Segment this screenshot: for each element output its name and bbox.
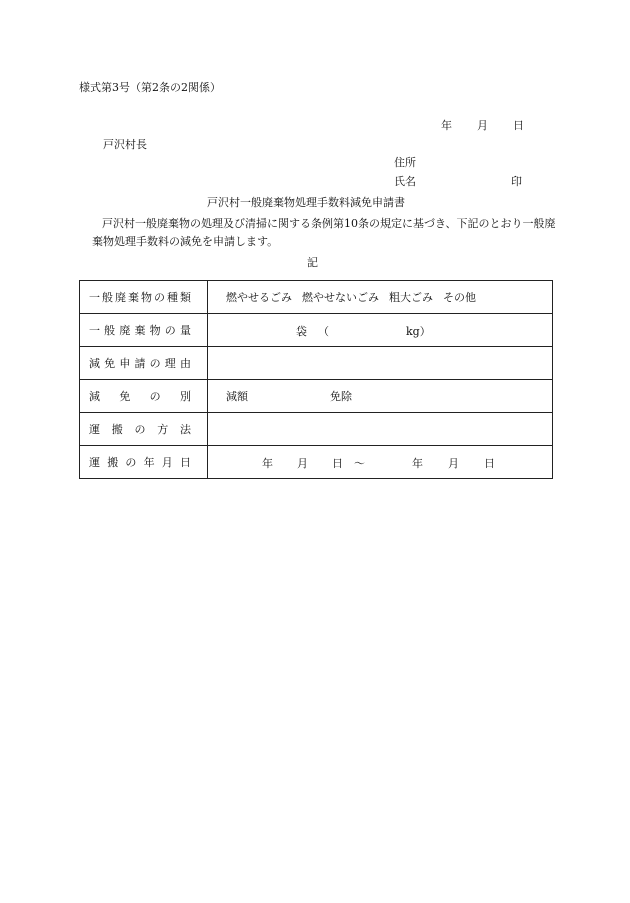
option-oversized[interactable]: 粗大ごみ bbox=[389, 291, 433, 304]
label-kind bbox=[80, 380, 208, 413]
label-char: 類 bbox=[180, 291, 191, 304]
open-paren: （ bbox=[318, 325, 329, 338]
label-reason bbox=[80, 347, 208, 380]
value-transport-date[interactable] bbox=[208, 446, 553, 479]
seal-label: 印 bbox=[511, 175, 522, 188]
row-method bbox=[80, 413, 553, 446]
label-char: 理 bbox=[164, 357, 176, 370]
date-month-label: 月 bbox=[477, 119, 488, 132]
row-reason bbox=[80, 347, 553, 380]
label-char: 法 bbox=[180, 423, 191, 436]
row-kind bbox=[80, 380, 553, 413]
end-year: 年 bbox=[412, 457, 423, 470]
label-char: 般 bbox=[102, 291, 113, 304]
label-char: 廃 bbox=[119, 324, 131, 337]
label-char: 物 bbox=[149, 324, 161, 337]
label-char: 請 bbox=[134, 357, 146, 370]
label-char: 減 bbox=[89, 357, 100, 370]
label-char: 量 bbox=[179, 324, 191, 337]
name-label: 氏名 bbox=[394, 175, 416, 188]
start-month: 月 bbox=[297, 457, 308, 470]
label-char: 由 bbox=[179, 357, 191, 370]
label-char: の bbox=[149, 357, 161, 370]
value-waste-amount[interactable] bbox=[208, 314, 553, 347]
label-char: 廃 bbox=[115, 291, 126, 304]
label-char: 免 bbox=[119, 390, 131, 403]
label-char: の bbox=[164, 324, 176, 337]
value-reason[interactable] bbox=[208, 347, 553, 380]
label-char: 般 bbox=[104, 324, 116, 337]
date-year-label: 年 bbox=[441, 119, 452, 132]
label-char: 別 bbox=[179, 390, 191, 403]
label-char: 搬 bbox=[111, 423, 123, 436]
application-statement: 戸沢村一般廃棄物の処理及び清掃に関する条例第10条の規定に基づき、下記のとおり一般廃棄物処理手数料の減免を申請します。 bbox=[92, 217, 556, 248]
label-transport-date bbox=[80, 446, 208, 479]
option-non-burnable[interactable]: 燃やせないごみ bbox=[302, 291, 379, 304]
application-date bbox=[441, 119, 524, 133]
option-burnable[interactable]: 燃やせるごみ bbox=[226, 291, 292, 304]
start-day: 日 bbox=[332, 457, 343, 470]
date-day-label: 日 bbox=[513, 119, 524, 132]
label-char: 日 bbox=[179, 456, 191, 469]
row-waste-type bbox=[80, 281, 553, 314]
bags-label: 袋 bbox=[296, 325, 307, 338]
address-label: 住所 bbox=[394, 156, 416, 169]
recipient: 戸沢村長 bbox=[103, 138, 147, 151]
row-transport-date bbox=[80, 446, 553, 479]
ki-heading: 記 bbox=[307, 256, 318, 269]
label-waste-amount bbox=[80, 314, 208, 347]
option-reduction[interactable]: 減額 bbox=[226, 390, 248, 403]
form-id: 様式第3号（第2条の2関係） bbox=[79, 81, 221, 94]
label-char: 免 bbox=[104, 357, 116, 370]
label-char: 減 bbox=[89, 390, 100, 403]
application-form-table bbox=[79, 280, 553, 479]
label-char: 一 bbox=[89, 324, 100, 337]
label-char: 一 bbox=[89, 291, 100, 304]
end-month: 月 bbox=[448, 457, 459, 470]
label-char: 方 bbox=[157, 423, 169, 436]
label-char: の bbox=[134, 423, 146, 436]
label-char: 種 bbox=[167, 291, 178, 304]
label-char: の bbox=[149, 390, 161, 403]
label-char: 運 bbox=[89, 456, 100, 469]
row-waste-amount bbox=[80, 314, 553, 347]
label-char: 月 bbox=[161, 456, 173, 469]
label-char: の bbox=[125, 456, 137, 469]
kg-label: kg） bbox=[406, 325, 431, 338]
start-year: 年 bbox=[262, 457, 273, 470]
value-waste-type bbox=[208, 281, 553, 314]
label-char: 年 bbox=[143, 456, 155, 469]
label-char: 棄 bbox=[134, 324, 146, 337]
label-char: の bbox=[154, 291, 165, 304]
option-other[interactable]: その他 bbox=[443, 291, 476, 304]
label-char: 物 bbox=[141, 291, 152, 304]
end-day: 日 bbox=[484, 457, 495, 470]
document-title: 戸沢村一般廃棄物処理手数料減免申請書 bbox=[207, 196, 405, 209]
label-char: 運 bbox=[89, 423, 100, 436]
label-char: 棄 bbox=[128, 291, 139, 304]
label-waste-type bbox=[80, 281, 208, 314]
label-char: 申 bbox=[119, 357, 131, 370]
value-method[interactable] bbox=[208, 413, 553, 446]
label-char: 搬 bbox=[107, 456, 119, 469]
value-kind bbox=[208, 380, 553, 413]
range-tilde: ～ bbox=[354, 457, 365, 470]
option-exemption[interactable]: 免除 bbox=[330, 390, 352, 403]
label-method bbox=[80, 413, 208, 446]
